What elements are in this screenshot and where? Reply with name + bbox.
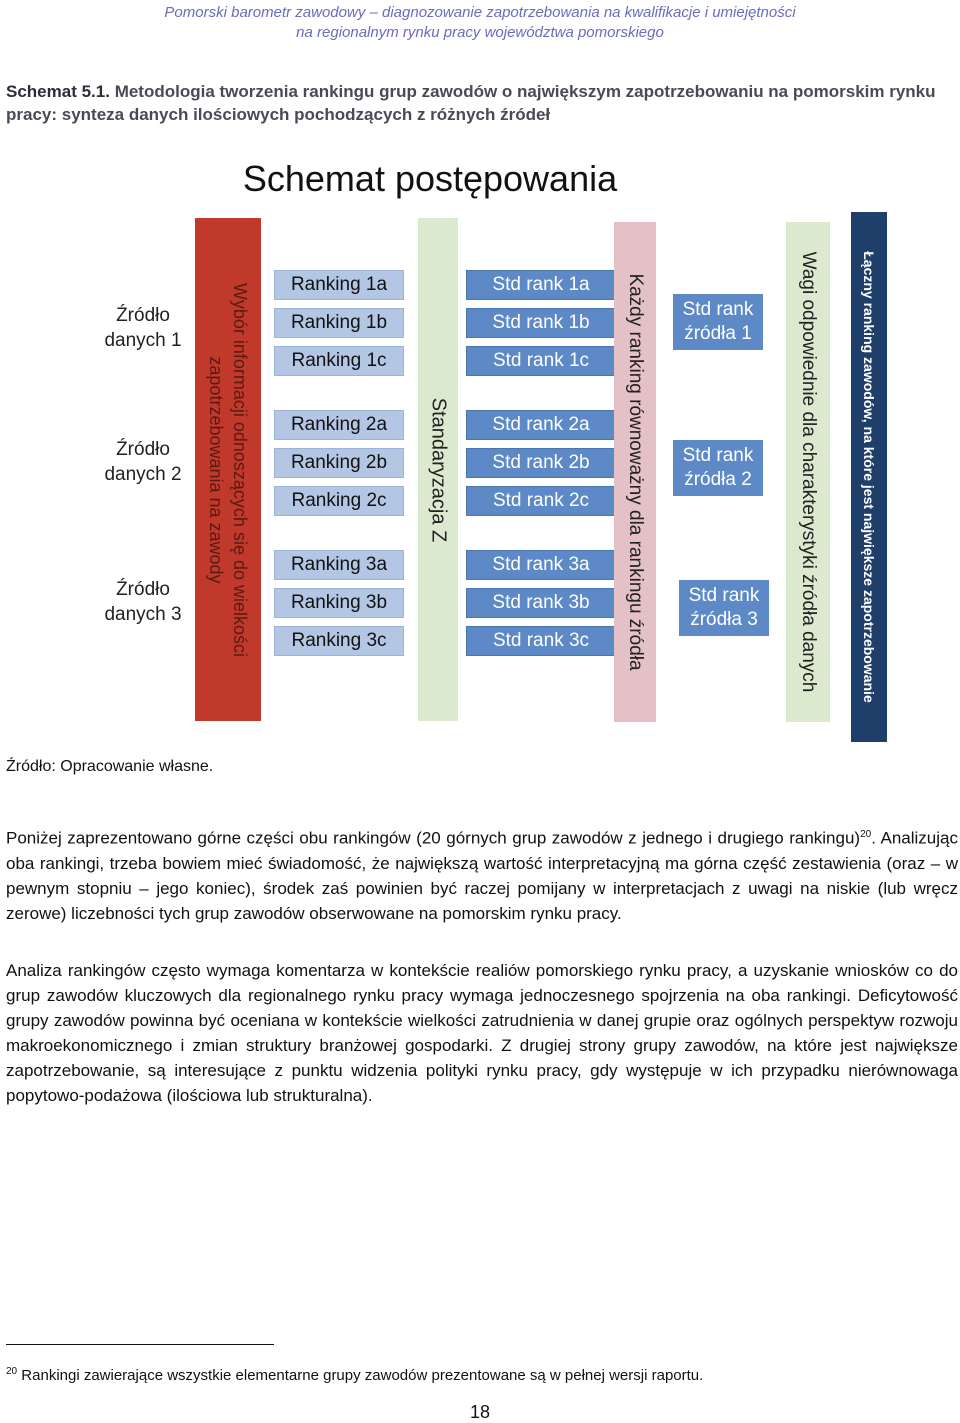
ranking-3a: Ranking 3a bbox=[274, 550, 404, 580]
paragraph-1 bbox=[6, 822, 958, 926]
ranking-1b: Ranking 1b bbox=[274, 308, 404, 338]
paragraph-2: Analiza rankingów często wymaga komentarza w kontekście realiów pomorskiego rynku pracy, a uzyskanie wniosków co do grup zawodów kluczowych dla regionalnego rynku pracy wymaga jednoczesnego spojrzenia na oba rankingi. Deficytowość grupy zawodów powinna być oceniana w kontekście wielkości zatrudnienia w danej grupie oraz ogólnych perspektyw rozwoju makroekonomicznego i zmian struktury branżowej gospodarki. Z drugiej strony grupy zawodów, na które jest największe zapotrzebowanie, są interesujące z punktu widzenia polityki rynku pracy, gdy występuje w ich przypadku nierównowaga popytowo-podażowa (ilościowa lub strukturalna). bbox=[6, 961, 958, 1105]
running-header-line-2: na regionalnym rynku pracy województwa pomorskiego bbox=[296, 24, 664, 41]
footnote bbox=[6, 1366, 703, 1384]
standardization-bar bbox=[418, 218, 458, 721]
ranking-3c: Ranking 3c bbox=[274, 626, 404, 656]
std-rank-source-3 bbox=[679, 580, 769, 636]
std-rank-source-2 bbox=[673, 440, 763, 496]
figure-caption-text: Metodologia tworzenia rankingu grup zawodów o największym zapotrzebowaniu na pomorskim rynku pracy: synteza danych ilościowych pochodzących z różnych źródeł bbox=[6, 82, 936, 124]
std-rank-3b: Std rank 3b bbox=[466, 588, 616, 618]
std-rank-source-2-line1: Std rank bbox=[682, 445, 754, 466]
std-rank-source-2-line2: źródła 2 bbox=[684, 469, 752, 490]
paragraph-1-part-2: . Analizując oba rankingi, trzeba bowiem mieć świadomość, że największą wartość interpretacyjną ma górna część zestawienia (oraz – w pewnym stopniu – jego koniec), środek zaś powinien być raczej pomijany w interpretacjach z uwagi na niskie (lub wręcz zerowe) liczebności tych grup zawodów obserwowane na pomorskim rynku pracy. bbox=[6, 828, 958, 923]
std-rank-source-3-line2: źródła 3 bbox=[690, 609, 758, 630]
std-rank-1c: Std rank 1c bbox=[466, 346, 616, 376]
ranking-1a: Ranking 1a bbox=[274, 270, 404, 300]
running-header-line-1: Pomorski barometr zawodowy – diagnozowanie zapotrzebowania na kwalifikacje i umiejętności bbox=[164, 4, 796, 21]
std-rank-source-1-line2: źródła 1 bbox=[684, 323, 752, 344]
diagram-title: Schemat postępowania bbox=[242, 158, 618, 199]
standardization-bar-text: Standaryzacja Z bbox=[427, 397, 450, 542]
final-ranking-bar-text: Łączny ranking zawodów, na które jest największe zapotrzebowanie bbox=[861, 251, 877, 703]
std-rank-2c: Std rank 2c bbox=[466, 486, 616, 516]
std-rank-1a: Std rank 1a bbox=[466, 270, 616, 300]
ranking-1c: Ranking 1c bbox=[274, 346, 404, 376]
selection-bar bbox=[195, 218, 261, 721]
page-number: 18 bbox=[469, 1402, 491, 1422]
figure-caption bbox=[6, 80, 956, 126]
source-3: Źródło danych 3 bbox=[104, 579, 182, 625]
std-rank-source-3-line1: Std rank bbox=[688, 585, 760, 606]
std-rank-3a: Std rank 3a bbox=[466, 550, 616, 580]
ranking-2a: Ranking 2a bbox=[274, 410, 404, 440]
source-2: Źródło danych 2 bbox=[104, 439, 182, 485]
equal-weight-bar bbox=[614, 222, 656, 722]
ranking-2b: Ranking 2b bbox=[274, 448, 404, 478]
selection-bar-text bbox=[204, 283, 252, 657]
figure-caption-lead: Schemat 5.1. bbox=[6, 82, 110, 101]
paragraph-1-part-1: Poniżej zaprezentowano górne części obu rankingów (20 górnych grup zawodów z jednego i drugiego rankingu) bbox=[6, 828, 861, 848]
weights-bar bbox=[786, 222, 830, 722]
footnote-text: Rankingi zawierające wszystkie elementarne grupy zawodów prezentowane są w pełnej wersji raportu. bbox=[21, 1367, 704, 1384]
selection-bar-line-2: zapotrzebowania na zawody bbox=[206, 355, 226, 584]
ranking-2c: Ranking 2c bbox=[274, 486, 404, 516]
equal-weight-bar-text: Każdy ranking równoważny dla rankingu źródła bbox=[625, 273, 646, 671]
source-1: Źródło danych 1 bbox=[104, 305, 182, 351]
std-rank-1b: Std rank 1b bbox=[466, 308, 616, 338]
footnote-ref[interactable]: 20 bbox=[860, 829, 872, 840]
footnote-number: 20 bbox=[6, 1366, 18, 1377]
final-ranking-bar bbox=[851, 212, 887, 742]
std-rank-3c: Std rank 3c bbox=[466, 626, 616, 656]
weights-bar-text: Wagi odpowiednie dla charakterystyki źródła danych bbox=[798, 251, 819, 693]
ranking-3b: Ranking 3b bbox=[274, 588, 404, 618]
std-rank-2b: Std rank 2b bbox=[466, 448, 616, 478]
source-note: Źródło: Opracowanie własne. bbox=[6, 758, 214, 775]
std-rank-source-1-line1: Std rank bbox=[682, 299, 754, 320]
footnote-separator bbox=[6, 1344, 274, 1345]
std-rank-2a: Std rank 2a bbox=[466, 410, 616, 440]
selection-bar-line-1: Wybór informacji odnoszących się do wielkości bbox=[230, 282, 250, 657]
std-rank-source-1 bbox=[673, 294, 763, 350]
